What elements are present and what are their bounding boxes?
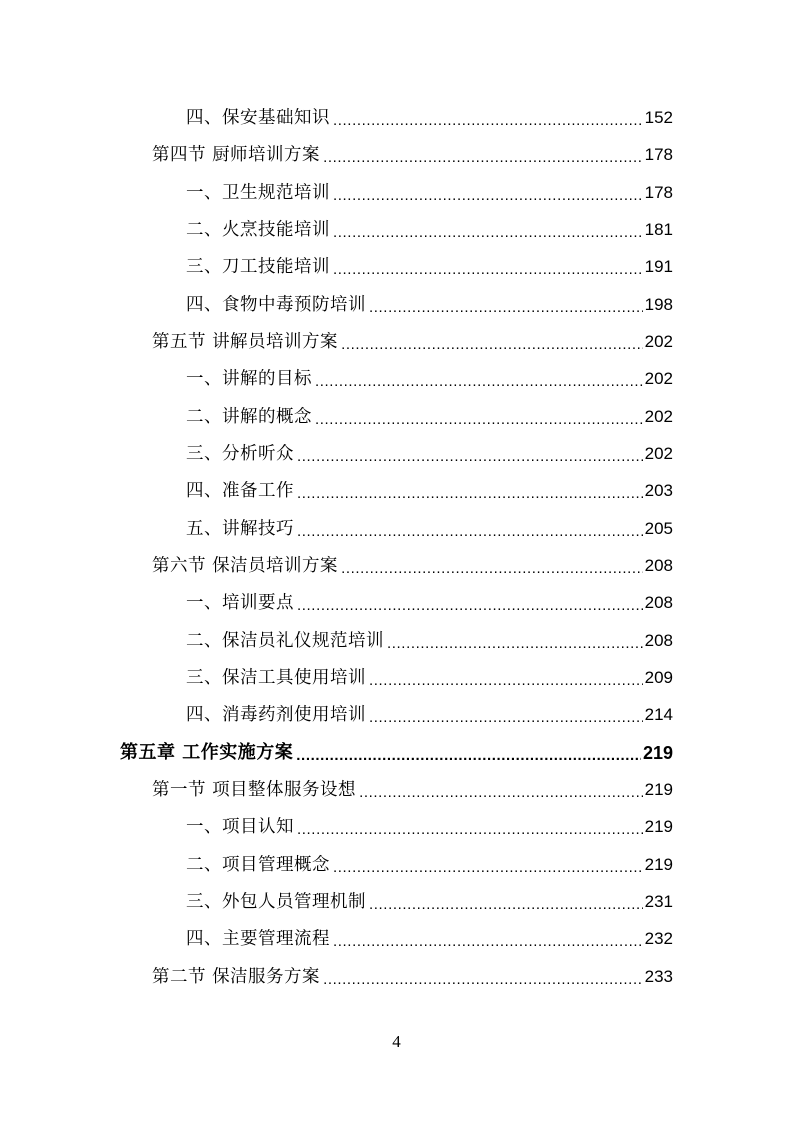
toc-entry[interactable]	[186, 253, 673, 281]
dot-leader	[297, 521, 643, 543]
toc-entry-label: 一、培训要点	[186, 593, 294, 613]
dot-leader	[297, 446, 643, 468]
toc-entry-label: 一、项目认知	[186, 817, 294, 837]
dot-leader	[369, 707, 643, 729]
toc-entry-label: 二、保洁员礼仪规范培训	[186, 631, 384, 651]
toc-entry-page: 178	[644, 145, 673, 164]
toc-entry-page: 208	[644, 593, 673, 612]
toc-entry[interactable]	[186, 365, 673, 393]
toc-entry-label: 三、外包人员管理机制	[186, 892, 366, 912]
toc-entry-label: 二、讲解的概念	[186, 407, 312, 427]
toc-entry-label: 一、卫生规范培训	[186, 183, 330, 203]
toc-entry-page: 202	[644, 407, 673, 426]
toc-entry[interactable]	[186, 515, 673, 543]
toc-entry-label: 一、讲解的目标	[186, 369, 312, 389]
toc-entry[interactable]	[152, 963, 673, 991]
toc-entry-label: 第六节 保洁员培训方案	[152, 556, 339, 576]
toc-entry[interactable]	[186, 813, 673, 841]
dot-leader	[297, 595, 643, 617]
toc-entry-label: 三、分析听众	[186, 444, 294, 464]
toc-entry[interactable]	[152, 328, 673, 356]
toc-chapter-entry[interactable]	[120, 739, 673, 767]
dot-leader	[369, 297, 643, 319]
toc-entry-label: 四、保安基础知识	[186, 108, 330, 128]
dot-leader	[333, 259, 643, 281]
dot-leader	[333, 185, 643, 207]
toc-entry[interactable]	[186, 216, 673, 244]
toc-entry-label: 第五节 讲解员培训方案	[152, 332, 339, 352]
toc-entry[interactable]	[152, 552, 673, 580]
toc-entry-page: 202	[644, 444, 673, 463]
toc-entry-page: 219	[642, 743, 673, 763]
dot-leader	[297, 819, 643, 841]
toc-entry-page: 214	[644, 705, 673, 724]
dot-leader	[323, 147, 643, 169]
dot-leader	[333, 857, 643, 879]
toc-entry[interactable]	[186, 179, 673, 207]
dot-leader	[323, 969, 643, 991]
toc-entry-page: 198	[644, 295, 673, 314]
toc-entry-label: 四、消毒药剂使用培训	[186, 705, 366, 725]
dot-leader	[297, 483, 643, 505]
toc-entry-label: 第四节 厨师培训方案	[152, 145, 321, 165]
toc-entry-page: 231	[644, 892, 673, 911]
page-number: 4	[392, 1032, 401, 1051]
toc-entry[interactable]	[186, 888, 673, 916]
toc-entry-page: 181	[644, 220, 673, 239]
dot-leader	[369, 894, 643, 916]
toc-entry-page: 208	[644, 556, 673, 575]
dot-leader	[333, 222, 643, 244]
toc-entry-label: 五、讲解技巧	[186, 519, 294, 539]
dot-leader	[296, 745, 641, 767]
toc-entry[interactable]	[186, 627, 673, 655]
toc-entry[interactable]	[186, 291, 673, 319]
toc-entry-page: 191	[644, 257, 673, 276]
toc-entry-page: 178	[644, 183, 673, 202]
toc-entry-label: 四、准备工作	[186, 481, 294, 501]
toc-entry-page: 233	[644, 967, 673, 986]
toc-entry-label: 第五章 工作实施方案	[120, 742, 294, 763]
toc-entry-page: 232	[644, 929, 673, 948]
toc-entry-label: 第二节 保洁服务方案	[152, 967, 321, 987]
dot-leader	[387, 633, 643, 655]
toc-entry-label: 二、项目管理概念	[186, 855, 330, 875]
toc-entry-page: 219	[644, 855, 673, 874]
toc-entry[interactable]	[152, 776, 673, 804]
toc-entry-label: 三、刀工技能培训	[186, 257, 330, 277]
toc-entry-page: 219	[644, 817, 673, 836]
dot-leader	[315, 409, 643, 431]
toc-entry-page: 208	[644, 631, 673, 650]
dot-leader	[341, 334, 643, 356]
dot-leader	[341, 558, 643, 580]
toc-entry[interactable]	[186, 925, 673, 953]
toc-entry-page: 202	[644, 332, 673, 351]
toc-entry-label: 四、食物中毒预防培训	[186, 295, 366, 315]
toc-entry-label: 二、火烹技能培训	[186, 220, 330, 240]
toc-entry-label: 第一节 项目整体服务设想	[152, 780, 357, 800]
toc-entry[interactable]	[152, 141, 673, 169]
toc-entry-page: 205	[644, 519, 673, 538]
toc-entry-page: 152	[644, 108, 673, 127]
dot-leader	[333, 931, 643, 953]
dot-leader	[359, 782, 643, 804]
toc-entry[interactable]	[186, 403, 673, 431]
toc-entry-page: 219	[644, 780, 673, 799]
toc-entry[interactable]	[186, 104, 673, 132]
toc-entry-page: 202	[644, 369, 673, 388]
toc-entry[interactable]	[186, 701, 673, 729]
dot-leader	[369, 670, 643, 692]
dot-leader	[315, 371, 643, 393]
toc-entry-label: 三、保洁工具使用培训	[186, 668, 366, 688]
toc-entry-page: 203	[644, 481, 673, 500]
toc-entry[interactable]	[186, 851, 673, 879]
toc-entry-page: 209	[644, 668, 673, 687]
toc-entry[interactable]	[186, 440, 673, 468]
toc-entry-label: 四、主要管理流程	[186, 929, 330, 949]
toc-entry[interactable]	[186, 664, 673, 692]
dot-leader	[333, 110, 643, 132]
toc-entry[interactable]	[186, 589, 673, 617]
toc-entry[interactable]	[186, 477, 673, 505]
